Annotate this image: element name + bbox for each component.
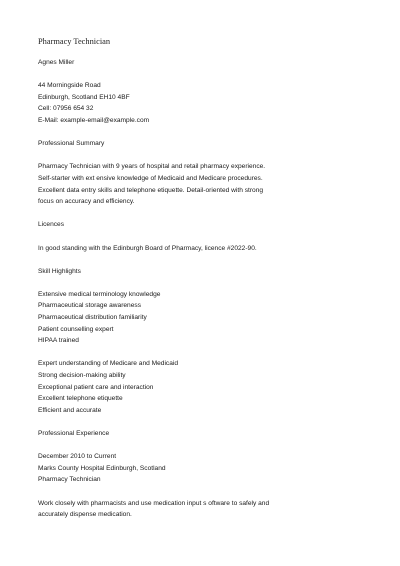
skill-item: Patient counselling expert: [38, 325, 114, 333]
skill-item: Expert understanding of Medicare and Medicaid: [38, 360, 179, 368]
skills-heading: Skill Highlights: [38, 267, 81, 275]
address-line-2: Edinburgh, Scotland EH10 4BF: [38, 93, 130, 101]
summary-heading: Professional Summary: [38, 140, 105, 148]
skill-item: HIPAA trained: [38, 337, 79, 345]
skill-item: Pharmaceutical storage awareness: [38, 302, 141, 310]
skill-item: Strong decision-making ability: [38, 372, 126, 380]
skill-item: Efficient and accurate: [38, 406, 102, 414]
experience-heading: Professional Experience: [38, 430, 110, 437]
cell-phone: Cell: 07956 654 32: [38, 105, 94, 113]
skill-item: Exceptional patient care and interaction: [38, 383, 154, 391]
experience-line: accurately dispense medication.: [38, 511, 132, 519]
address-line-1: 44 Morningside Road: [38, 82, 101, 90]
summary-line: Excellent data entry skills and telephone etiquette. Detail-oriented with strong: [38, 186, 264, 194]
summary-line: focus on accuracy and efficiency.: [38, 198, 135, 206]
skill-item: Pharmaceutical distribution familiarity: [38, 314, 147, 322]
skill-item: Excellent telephone etiquette: [38, 395, 123, 403]
summary-line: Pharmacy Technician with 9 years of hospital and retail pharmacy experience.: [38, 163, 266, 171]
licences-text: In good standing with the Edinburgh Board of Pharmacy, licence #2022-90.: [38, 244, 257, 252]
skill-item: Extensive medical terminology knowledge: [38, 290, 161, 298]
experience-dates: December 2010 to Current: [38, 453, 117, 461]
candidate-name: Agnes Miller: [38, 59, 75, 66]
licences-heading: Licences: [38, 221, 65, 229]
experience-line: Work closely with pharmacists and use medication input s oftware to safely and: [38, 499, 270, 507]
experience-role: Pharmacy Technician: [38, 476, 101, 484]
summary-line: Self-starter with ext ensive knowledge of Medicaid and Medicare procedures.: [38, 174, 263, 182]
document-title: Pharmacy Technician: [38, 37, 111, 46]
email-address: E-Mail: example-email@example.com: [38, 116, 150, 124]
experience-employer: Marks County Hospital Edinburgh, Scotland: [38, 464, 166, 472]
